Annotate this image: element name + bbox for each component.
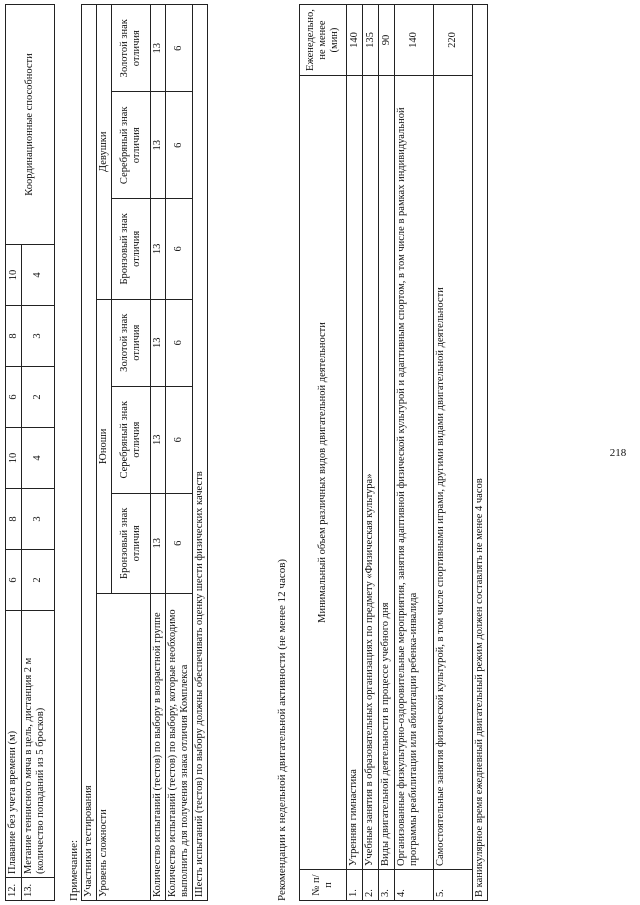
table-row <box>395 5 434 901</box>
table-row <box>347 5 363 901</box>
row-number: 5. <box>434 870 473 901</box>
row-label: Количество испытаний (тестов) по выбору в возрастной группе <box>151 594 166 901</box>
row-value: 2 <box>22 550 55 611</box>
row-text: Утренняя гимнастика <box>347 76 363 870</box>
table-row <box>300 5 347 901</box>
row-number: 12. <box>6 878 22 901</box>
row-value: 4 <box>22 428 55 489</box>
group-girls: Девушки <box>97 5 112 300</box>
table-row <box>82 5 97 901</box>
badge-header: Серебряный знак отличия <box>112 92 151 199</box>
row-value: 220 <box>434 5 473 76</box>
row-text: Самостоятельные занятия физической культурой, в том числе спортивными играми, другими видами двигательной деятельности <box>434 76 473 870</box>
badge-header: Бронзовый знак отличия <box>112 199 151 299</box>
recommend-title: Рекомендации к недельной двигательной активности (не менее 12 часов) <box>276 558 288 901</box>
row-value: 4 <box>22 245 55 306</box>
badge-header: Золотой знак отличия <box>112 299 151 386</box>
table-row <box>193 5 208 901</box>
row-value: 13 <box>151 299 166 386</box>
table-row <box>151 5 166 901</box>
row-value: 6 <box>166 386 193 493</box>
row-value: 6 <box>166 5 193 92</box>
page-number: 218 <box>609 446 627 459</box>
row-text: Организованные физкультурно-оздоровительные мероприятия, занятия адаптивной физической культурой и адаптивным спортом, в том числе в рамках индивидуальной программы реабилитации или абилитации ребенка-инвалида <box>395 76 434 870</box>
row-value: 3 <box>22 306 55 367</box>
row-value: 13 <box>151 92 166 199</box>
row-value: 13 <box>151 493 166 593</box>
row-text: Виды двигательной деятельности в процессе учебного дня <box>379 76 395 870</box>
table-row <box>434 5 473 901</box>
activity-footer: В каникулярное время ежедневный двигательный режим должен составлять не менее 4 часов <box>473 5 488 901</box>
note-label: Примечание: <box>68 839 80 901</box>
row-value: 6 <box>166 299 193 386</box>
top-table <box>5 4 55 901</box>
row-value: 13 <box>151 5 166 92</box>
row-name: Плавание без учета времени (м) <box>6 611 22 878</box>
row-label: Количество испытаний (тестов) по выбору, которые необходимо выполнить для получения знака отличия Комплекса <box>166 594 193 901</box>
row-number: 1. <box>347 870 363 901</box>
row-value: 2 <box>22 367 55 428</box>
row-value: 135 <box>363 5 379 76</box>
table-row <box>6 5 22 901</box>
header-num: № п/п <box>300 870 347 901</box>
table-row <box>166 5 193 901</box>
row-value: 140 <box>347 5 363 76</box>
group-boys: Юноши <box>97 299 112 593</box>
table-row <box>379 5 395 901</box>
row-value: 10 <box>6 245 22 306</box>
row-value: 140 <box>395 5 434 76</box>
row-number: 13. <box>22 878 55 901</box>
row-number: 3. <box>379 870 395 901</box>
row-value: 6 <box>166 199 193 299</box>
row-text: Учебные занятия в образовательных организациях по предмету «Физическая культура» <box>363 76 379 870</box>
participants-label: Участники тестирования <box>82 5 97 901</box>
row-value: 13 <box>151 386 166 493</box>
row-name: Метание теннисного мяча в цель, дистанция 2 м (количество попаданий из 5 бросков) <box>22 611 55 878</box>
activity-table <box>299 4 488 901</box>
note-footer: Шесть испытаний (тестов) по выбору должны обеспечивать оценку шести физических качеств <box>193 5 208 901</box>
table-row <box>473 5 488 901</box>
row-value: 6 <box>6 550 22 611</box>
row-value: 10 <box>6 428 22 489</box>
level-label: Уровень сложности <box>97 594 151 901</box>
row-value: 13 <box>151 199 166 299</box>
header-activity: Минимальный объем различных видов двигательной деятельности <box>300 76 347 870</box>
row-number: 2. <box>363 870 379 901</box>
badge-header: Серебряный знак отличия <box>112 386 151 493</box>
table-row <box>363 5 379 901</box>
note-table <box>81 4 208 901</box>
badge-header: Бронзовый знак отличия <box>112 493 151 593</box>
row-value: 6 <box>166 493 193 593</box>
row-value: 90 <box>379 5 395 76</box>
row-value: 8 <box>6 306 22 367</box>
badge-header: Золотой знак отличия <box>112 5 151 92</box>
side-label: Координационные способности <box>6 5 55 245</box>
row-number: 4. <box>395 870 434 901</box>
row-value: 6 <box>6 367 22 428</box>
header-weekly: Еженедельно, не менее (мин) <box>300 5 347 76</box>
row-value: 8 <box>6 489 22 550</box>
row-value: 3 <box>22 489 55 550</box>
row-value: 6 <box>166 92 193 199</box>
table-row <box>97 5 112 901</box>
